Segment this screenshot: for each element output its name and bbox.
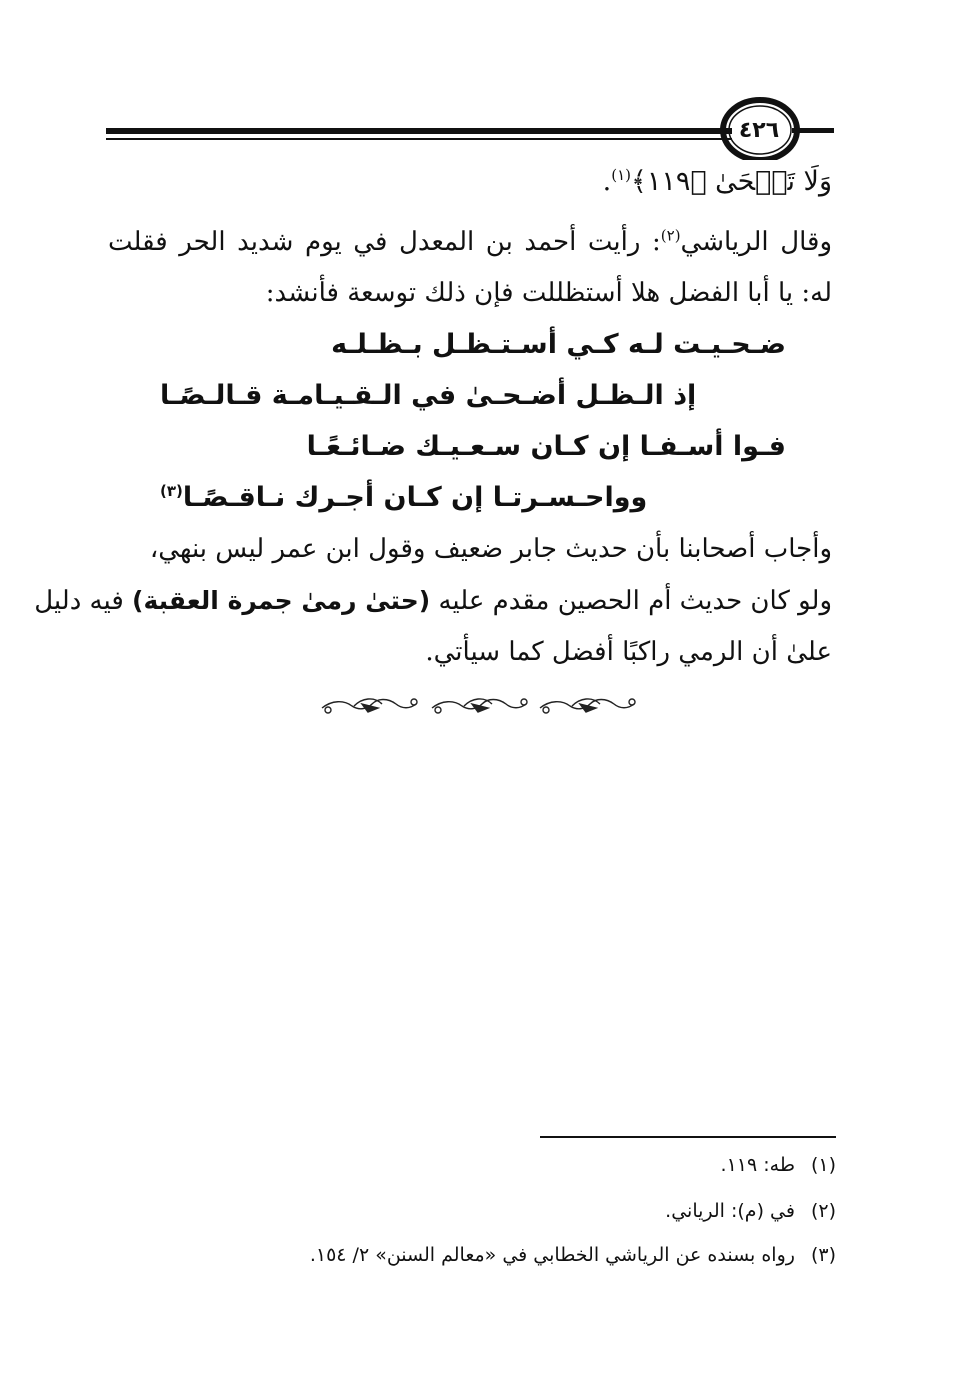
paragraph-2-line-2 (34, 581, 832, 621)
floral-divider-icon (318, 690, 640, 720)
page-header (0, 0, 956, 160)
footnote-ref-2: (٢) (660, 226, 681, 245)
footnote-3 (310, 1240, 836, 1270)
footnote-ref-1: (١) (611, 166, 631, 184)
paragraph-1-rest: : رأيت أحمد بن المعدل في يوم شديد الحر فقلت (108, 227, 661, 257)
paragraph-1-start: وقال الرياشي (680, 227, 833, 257)
quran-line: وَلَا تَضۡحَىٰ ﴿١١٩﴾$^{(١)}$. (602, 166, 832, 197)
verse-4 (160, 478, 647, 518)
paragraph-2-line-3: علىٰ أن الرمي راكبًا أفضل كما سيأتي. (425, 637, 832, 667)
paragraph-2-line-2-start: ولو كان حديث أم الحصين مقدم عليه (430, 586, 832, 616)
verse-1: ضـحـيـت لـه كـي أسـتـظـل بـظـلـه (331, 329, 786, 360)
footnote-2 (665, 1196, 836, 1226)
paragraph-1-line-1 (108, 222, 832, 262)
verse-3: فـوا أسـفـا إن كـان سـعـيـك ضـائـعًـا (306, 431, 786, 462)
page-number: ٤٢٦ (738, 117, 780, 143)
paragraph-2-line-1: وأجاب أصحابنا بأن حديث جابر ضعيف وقول ابن عمر ليس بنهي، (149, 534, 832, 564)
verse-4-text: وواحـسـرتـا إن كـان أجـرك نـاقـصًـا (182, 482, 648, 513)
footnote-1 (721, 1150, 836, 1180)
footnote-divider (540, 1136, 836, 1138)
footnote-1-number: (١) (810, 1154, 836, 1176)
footnote-3-number: (٣) (810, 1244, 836, 1266)
hadith-quote: (حتىٰ رمىٰ جمرة العقبة) (132, 586, 431, 615)
page-number-oval-icon (0, 0, 956, 160)
quran-text: وَلَا تَضۡحَىٰ ﴿١١٩﴾ (630, 166, 832, 197)
paragraph-1-line-2: له: يا أبا الفضل هلا أستظللت فإن ذلك توسعة فأنشد: (265, 278, 832, 308)
footnote-ref-3: (٣) (160, 482, 183, 500)
verse-2: إذ الـظـل أضـحـىٰ في الـقـيـامـة قـالـصًـا (160, 380, 697, 411)
paragraph-2-line-2-end: فيه دليل (34, 586, 133, 616)
footnote-3-text: رواه بسنده عن الرياشي الخطابي في «معالم السنن» ٢/ ١٥٤. (309, 1244, 795, 1266)
footnote-2-text: في (م): الرياني. (665, 1200, 795, 1222)
footnote-1-text: طه: ١١٩. (720, 1154, 795, 1176)
footnote-2-number: (٢) (810, 1200, 836, 1222)
